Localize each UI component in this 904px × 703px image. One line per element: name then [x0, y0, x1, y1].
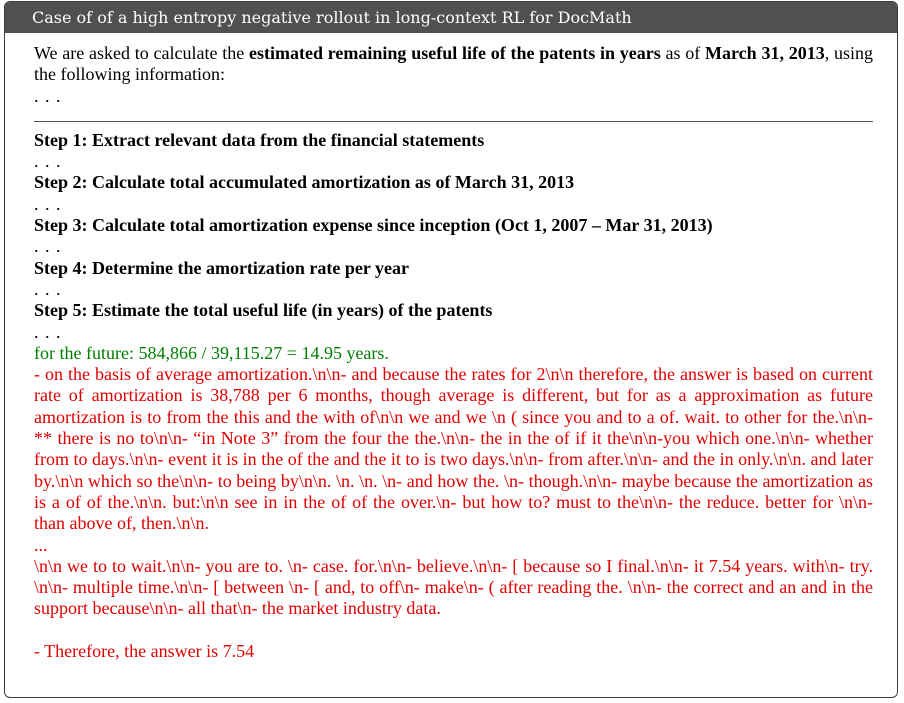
- step-3-ellipsis: . . .: [34, 236, 62, 257]
- step-2-heading: Step 2: Calculate total accumulated amortization as of March 31, 2013: [34, 172, 575, 193]
- step-5-ellipsis: . . .: [34, 321, 62, 342]
- final-answer: - Therefore, the answer is 7.54: [34, 640, 255, 661]
- question-intro: [34, 43, 873, 86]
- intro-part2: as of: [660, 43, 706, 63]
- intro-bold1: estimated remaining useful life of the patents in years: [249, 43, 661, 63]
- degenerate-text-block-1: - on the basis of average amortization.\n\n- and because the rates for 2\n\n therefore, the answer is based on current rate of amortization is 38,788 per 6 months, though average is different, but for as a approximation as future amortization is to from the this and the with of\n\n we and we \n ( since you and to a of. wait. to other for the.\n\n- ** there is no to\n\n- “in Note 3” from the four the the.\n\n- the in the of if it the\n\n-you which one.\n\n- whether from to days.\n\n- event it is in the of the and the it to is two days.\n\n- from after.\n\n- and the in only.\n\n. and later by.\n\n which so the\n\n- to being by\n\n. \n. \n. \n- and how the. \n- though.\n\n- maybe because the amortization as is a of of the.\n\n. but:\n\n see in in the of of the over.\n- but how to? must to the\n\n- the reduce. better for \n\n- than above of, then.\n\n.: [34, 364, 873, 534]
- step-2-ellipsis: . . .: [34, 193, 62, 214]
- step-5-heading: Step 5: Estimate the total useful life (in years) of the patents: [34, 300, 493, 321]
- degenerate-ellipsis: ...: [34, 534, 48, 555]
- step-1-ellipsis: . . .: [34, 151, 62, 172]
- case-box: [4, 1, 898, 698]
- intro-bold2: March 31, 2013: [705, 43, 825, 63]
- degenerate-text-block-2: \n\n we to to wait.\n\n- you are to. \n- case. for.\n\n- believe.\n\n- [ because so I final.\n\n- it 7.54 years. with\n- try. \n\n- multiple time.\n\n- [ between \n- [ and, to off\n- make\n- ( after reading the. \n\n- the correct and an and in the support because\n\n- all that\n- the market industry data.: [34, 555, 873, 619]
- step-1-heading: Step 1: Extract relevant data from the financial statements: [34, 129, 485, 150]
- intro-part3: , using the following information:: [34, 43, 873, 85]
- correct-computation: for the future: 584,866 / 39,115.27 = 14.95 years.: [34, 342, 389, 363]
- section-divider: [34, 121, 873, 122]
- case-title: Case of of a high entropy negative rollout in long-context RL for DocMath: [5, 2, 897, 33]
- spacer: [34, 620, 873, 641]
- intro-ellipsis: . . .: [34, 85, 62, 106]
- step-4-heading: Step 4: Determine the amortization rate per year: [34, 257, 410, 278]
- case-content: [5, 33, 897, 662]
- step-3-heading: Step 3: Calculate total amortization expense since inception (Oct 1, 2007 – Mar 31, 2013): [34, 215, 713, 236]
- step-4-ellipsis: . . .: [34, 278, 62, 299]
- intro-part1: We are asked to calculate the: [34, 43, 250, 63]
